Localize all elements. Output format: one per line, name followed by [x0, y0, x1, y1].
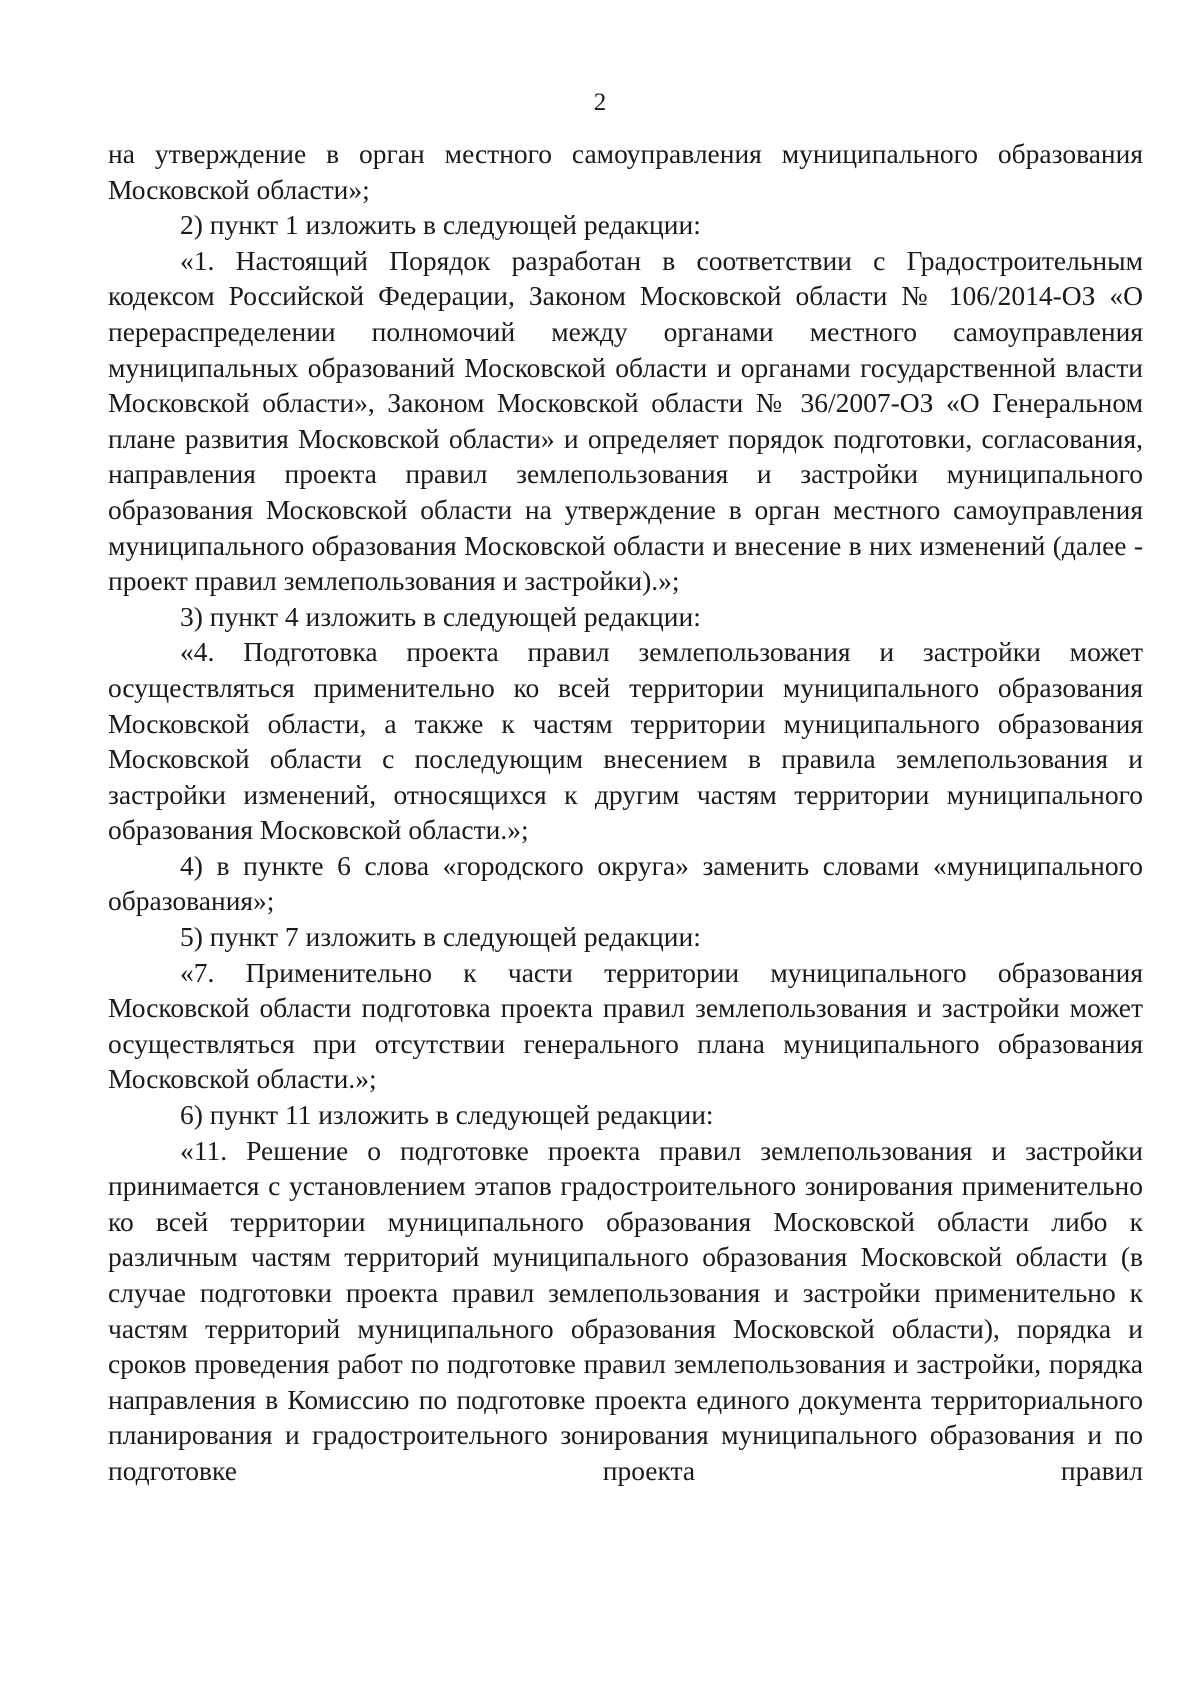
- paragraph-item-6: 6) пункт 11 изложить в следующей редакции:: [180, 1099, 714, 1131]
- document-body: [108, 136, 1143, 1489]
- paragraph-item-2: 2) пункт 1 изложить в следующей редакции:: [180, 209, 701, 241]
- page-number: 2: [593, 89, 607, 116]
- paragraph-point-1-text: «1. Настоящий Порядок разработан в соответствии с Градостроительным кодексом Российской Федерации, Законом Московской области № 106/2014-ОЗ «О перераспределении полномочий между органами местного самоуправления муниципальных образований Московской области и органами государственной власти Московской области», Законом Московской области № 36/2007-ОЗ «О Генеральном плане развития Московской области» и определяет порядок подготовки, согласования, направления проекта правил землепользования и застройки муниципального образования Московской области на утверждение в орган местного самоуправления муниципального образования Московской области и внесение в них изменений (далее - проект правил землепользования и застройки).»;: [108, 244, 1143, 597]
- paragraph-point-11-text: «11. Решение о подготовке проекта правил землепользования и застройки принимается с установлением этапов градостроительного зонирования применительно ко всей территории муниципального образования Московской области либо к различным частям территорий муниципального образования Московской области (в случае подготовки проекта правил землепользования и застройки применительно к частям территорий муниципального образования Московской области), порядка и сроков проведения работ по подготовке правил землепользования и застройки, порядка направления в Комиссию по подготовке проекта единого документа территориального планирования и градостроительного зонирования муниципального образования и по подготовке проекта правил: [108, 1134, 1143, 1486]
- paragraph-item-4: 4) в пункте 6 слова «городского округа» заменить словами «муниципального образования»;: [108, 849, 1143, 917]
- paragraph-item-5: 5) пункт 7 изложить в следующей редакции:: [180, 921, 701, 953]
- paragraph-point-7-text: «7. Применительно к части территории муниципального образования Московской области подготовка проекта правил землепользования и застройки может осуществляться при отсутствии генерального плана муниципального образования Московской области.»;: [108, 956, 1143, 1095]
- paragraph-continuation: на утверждение в орган местного самоуправления муниципального образования Московской области»;: [108, 138, 1143, 205]
- paragraph-item-3: 3) пункт 4 изложить в следующей редакции:: [180, 600, 701, 632]
- paragraph-point-4-text: «4. Подготовка проекта правил землепользования и застройки может осуществляться применительно ко всей территории муниципального образования Московской области, а также к частям территории муниципального образования Московской области с последующим внесением в правила землепользования и застройки изменений, относящихся к другим частям территории муниципального образования Московской области.»;: [108, 636, 1143, 846]
